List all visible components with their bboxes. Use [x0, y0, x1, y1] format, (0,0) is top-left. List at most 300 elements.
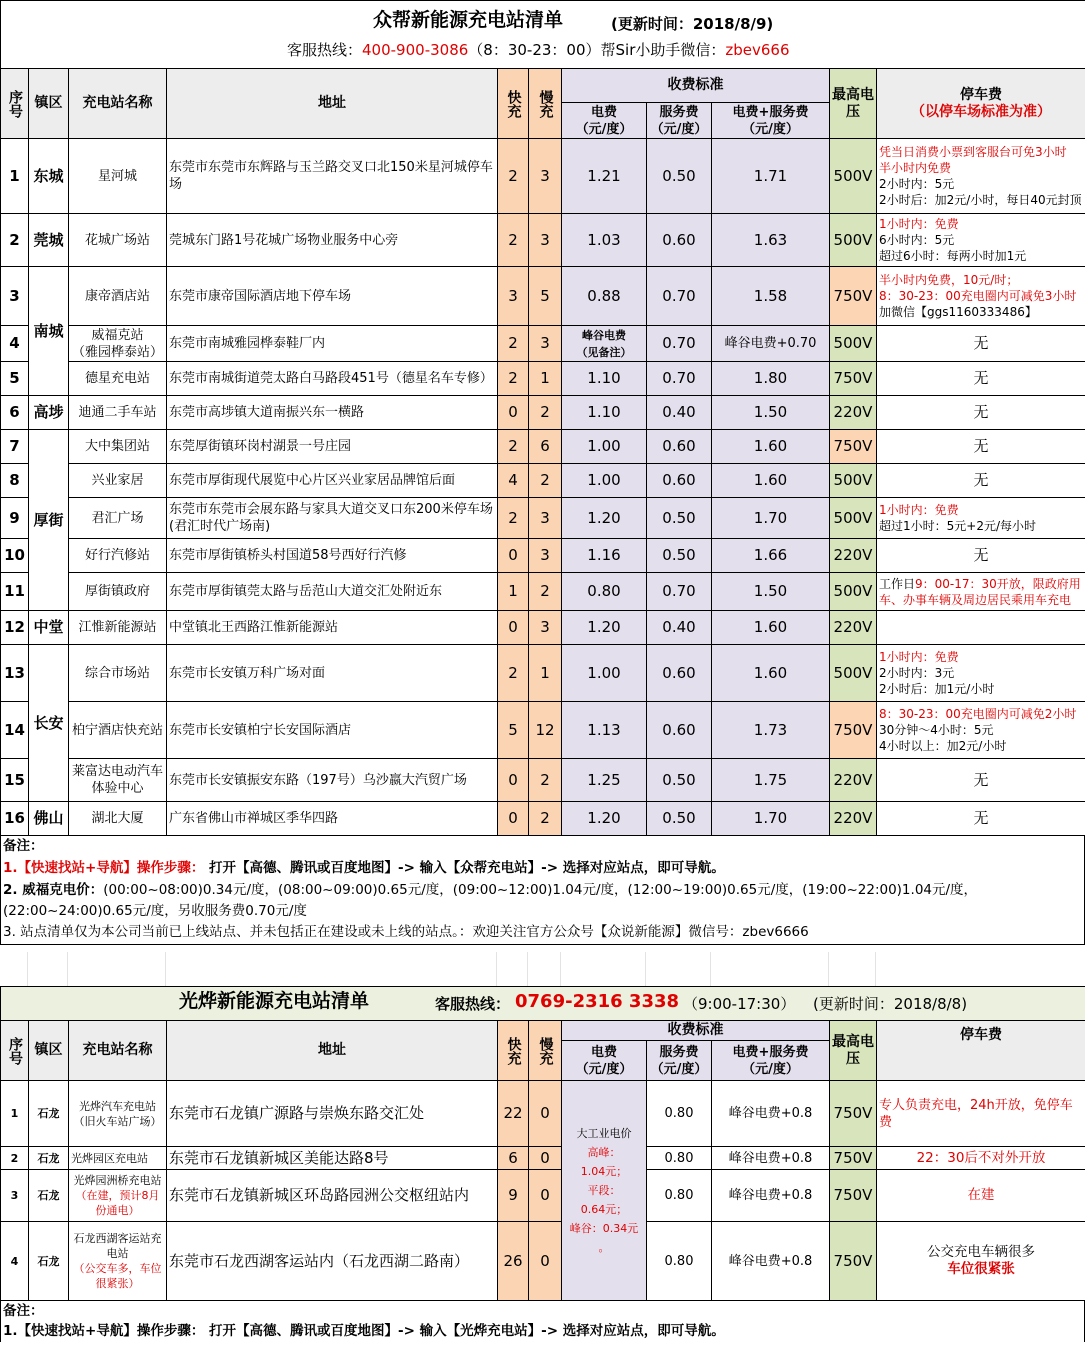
station-name-sub: 体验中心: [91, 781, 144, 796]
row-number: 13: [1, 645, 29, 702]
fast-count: 4: [498, 464, 529, 498]
table-row: [1, 573, 1085, 611]
parking-fee: [877, 267, 1085, 326]
parking-fee: [877, 702, 1085, 759]
parking-line: 22：30后不对外开放: [916, 1149, 1046, 1166]
elec-price: [562, 802, 647, 836]
parking-line: 无: [973, 334, 989, 352]
table-row: [1, 1170, 1085, 1222]
elec-price: [562, 464, 647, 498]
total-price: 1.58: [712, 267, 830, 326]
slow-count: 0: [529, 1222, 562, 1301]
total-price: 峰谷电费+0.8: [712, 1222, 830, 1301]
station-name-text: 光烨汽车充电站（旧火车站广场）: [73, 1099, 162, 1128]
header-fee: 收费标准: [562, 69, 830, 103]
hotline-label-2: 客服热线：: [435, 994, 511, 1013]
service-price: 0.40: [647, 611, 712, 645]
district-cell: 厚街: [29, 430, 69, 611]
parking-line: 8：30-23：00充电圈内可减免2小时: [879, 707, 1077, 721]
parking-fee: [877, 573, 1085, 611]
max-voltage: 220V: [830, 539, 877, 573]
fast-count: 0: [498, 759, 529, 802]
service-price: 0.80: [647, 1147, 712, 1170]
table-row: [1, 396, 1085, 430]
elec-price-note: （见备注）: [576, 345, 632, 359]
station-name: [69, 464, 167, 498]
total-price: 1.50: [712, 396, 830, 430]
max-voltage: 220V: [830, 759, 877, 802]
header-elec-unit: （元/度）: [575, 121, 633, 137]
parking-line: 4小时以上：加2元/小时: [879, 739, 1007, 753]
station-name: [69, 362, 167, 396]
parking-line: 加微信【ggs1160333486】: [879, 305, 1037, 319]
slow-count: 2: [529, 573, 562, 611]
station-name-text: 康帝酒店站: [84, 288, 150, 304]
note-2b: (22:00~24:00)0.65元/度，另收服务费0.70元/度: [1, 901, 1085, 922]
table-row: [1, 802, 1085, 836]
elec-note-line: 峰谷：0.34元: [569, 1222, 639, 1235]
parking-line: 8：30-23：00充电圈内可减免3小时: [879, 289, 1077, 303]
elec-price: [562, 396, 647, 430]
total-price: 1.66: [712, 539, 830, 573]
note-3: 3. 站点清单仅为本公司当前已上线站点、并未包括正在建设或未上线的站点。：欢迎关注官方公众号【众说新能源】微信号：zbev6666: [1, 922, 1085, 944]
parking-warning: 车位很紧张: [947, 1261, 1015, 1277]
service-price: 0.60: [647, 464, 712, 498]
table-row: [1, 759, 1085, 802]
fast-count: 2: [498, 498, 529, 539]
row-number: 6: [1, 396, 29, 430]
district-cell: 东城: [29, 139, 69, 214]
slow-count: 6: [529, 430, 562, 464]
header-no-2: 序号: [1, 1021, 29, 1081]
fast-count: 0: [498, 802, 529, 836]
station-name-text: 花城广场站: [84, 232, 150, 248]
slow-count: 3: [529, 611, 562, 645]
station-name-text: 湖北大厦: [91, 811, 144, 826]
service-price: 0.60: [647, 702, 712, 759]
hotline-number-2: 0769-2316 3338: [515, 990, 680, 1012]
service-price: 0.50: [647, 139, 712, 214]
header-address-2: 地址: [167, 1021, 498, 1081]
slow-count: 3: [529, 539, 562, 573]
parking-line: 无: [973, 770, 989, 789]
elec-price: [562, 498, 647, 539]
parking-line: 6小时内：5元: [879, 233, 955, 247]
total-price: 1.70: [712, 498, 830, 539]
station-name: [69, 1081, 167, 1147]
fast-count: 0: [498, 539, 529, 573]
parking-fee: [877, 396, 1085, 430]
max-voltage: 750V: [830, 1081, 877, 1147]
elec-price: [562, 539, 647, 573]
station-address: 东莞市南城雅园桦泰鞋厂内: [167, 326, 498, 362]
parking-line: 超过1小时：5元+2元/每小时: [879, 519, 1037, 533]
notes-label-2: 备注：: [1, 1301, 1085, 1321]
elec-price: [562, 573, 647, 611]
header-slow-2: 慢充: [529, 1021, 562, 1081]
station-name-text: 莱富达电动汽车: [71, 764, 163, 779]
fast-count: 2: [498, 139, 529, 214]
sheet-gap: [0, 952, 1085, 986]
row-number: 1: [1, 1081, 29, 1147]
station-address: 东莞市东莞市东辉路与玉兰路交叉口北150米星河城停车场: [167, 139, 498, 214]
elec-note-line: 0.64元；: [580, 1203, 628, 1216]
parking-fee: [877, 464, 1085, 498]
station-name-text: 厚街镇政府: [84, 584, 150, 599]
parking-line: 无: [973, 809, 989, 827]
update-time: (更新时间：2018/8/9): [611, 14, 774, 33]
header-total: [712, 103, 830, 139]
note-1-num: 1.: [3, 859, 18, 876]
total-price: 1.73: [712, 702, 830, 759]
parking-fee: [877, 611, 1085, 645]
total-price: 1.63: [712, 214, 830, 267]
total-price: 1.70: [712, 802, 830, 836]
service-price: 0.70: [647, 362, 712, 396]
station-name-text: 大中集团站: [84, 439, 150, 454]
total-price: 1.50: [712, 573, 830, 611]
station-name: [69, 430, 167, 464]
max-voltage: 500V: [830, 139, 877, 214]
elec-price-text: 0.88: [587, 286, 621, 305]
district-cell: 石龙: [29, 1222, 69, 1301]
row-number: 14: [1, 702, 29, 759]
district-cell: 石龙: [29, 1147, 69, 1170]
header-total-label-2: 电费+服务费: [732, 1044, 809, 1060]
elec-price-text: 1.20: [587, 618, 621, 636]
station-name-text: 江惟新能源站: [78, 620, 157, 635]
service-price: 0.80: [647, 1081, 712, 1147]
note-1-highlight: 【快速找站+导航】操作步骤：: [17, 859, 205, 876]
parking-fee: [877, 802, 1085, 836]
station-address: 东莞市康帝国际酒店地下停车场: [167, 267, 498, 326]
header-fast-2: 快充: [498, 1021, 529, 1081]
total-price: 1.71: [712, 139, 830, 214]
station-address: 中堂镇北王西路江惟新能源站: [167, 611, 498, 645]
station-address: 东莞市南城街道莞太路白马路段451号（德星名车专修）: [167, 362, 498, 396]
station-name-text: 德星充电站: [84, 371, 150, 386]
header-parking-title: 停车费: [960, 86, 1002, 103]
elec-price-text: 1.03: [587, 230, 621, 249]
note-1-text: 打开【高德、腾讯或百度地图】-> 输入【众帮充电站】-> 选择对应站点，即可导航。: [204, 859, 725, 876]
sheet-title: 众帮新能源充电站清单: [373, 8, 564, 31]
max-voltage: 500V: [830, 464, 877, 498]
header-elec-label: 电费: [590, 104, 617, 120]
station-name-text: 威福克站: [91, 327, 144, 343]
station-name: [69, 214, 167, 267]
station-address: 东莞市长安镇振安东路（197号）乌沙嬴大汽贸广场: [167, 759, 498, 802]
fast-count: 2: [498, 362, 529, 396]
total-price: 1.60: [712, 430, 830, 464]
station-name: [69, 396, 167, 430]
slow-count: 2: [529, 464, 562, 498]
parking-fee: [877, 362, 1085, 396]
max-voltage: 500V: [830, 498, 877, 539]
header-no: 序号: [1, 69, 29, 139]
zhongbang-notes: [0, 836, 1085, 945]
parking-fee: [877, 214, 1085, 267]
slow-count: 3: [529, 498, 562, 539]
station-address: 东莞市厚街镇莞太路与岳范山大道交汇处附近东: [167, 573, 498, 611]
parking-fee: [877, 645, 1085, 702]
station-name: [69, 611, 167, 645]
elec-price: [562, 267, 647, 326]
row-number: 11: [1, 573, 29, 611]
note-2: [1, 879, 1085, 901]
station-address: 东莞市东莞市会展东路与家具大道交叉口东200米停车场(君汇时代广场南): [167, 498, 498, 539]
elec-price-text: 1.16: [587, 546, 621, 564]
parking-fee: [877, 1081, 1085, 1147]
header-service: [647, 103, 712, 139]
total-price: 1.75: [712, 759, 830, 802]
header-total-2: [712, 1041, 830, 1081]
header-address: 地址: [167, 69, 498, 139]
elec-price: [562, 759, 647, 802]
elec-price: [562, 326, 647, 362]
elec-price: [562, 645, 647, 702]
station-address: 东莞市厚街现代展览中心片区兴业家居品牌馆后面: [167, 464, 498, 498]
slow-count: 3: [529, 214, 562, 267]
parking-fee: [877, 759, 1085, 802]
elec-price: [562, 611, 647, 645]
station-address: 东莞市厚街镇桥头村国道58号西好行汽修: [167, 539, 498, 573]
elec-price-text: 1.21: [587, 166, 621, 185]
row-number: 15: [1, 759, 29, 802]
max-voltage: 220V: [830, 611, 877, 645]
parking-line: 30分钟～4小时：5元: [879, 723, 994, 737]
table-row: [1, 1081, 1085, 1147]
parking-line: 无: [973, 471, 989, 489]
slow-count: 5: [529, 267, 562, 326]
table-row: [1, 702, 1085, 759]
slow-count: 3: [529, 139, 562, 214]
station-name: [69, 802, 167, 836]
slow-count: 1: [529, 645, 562, 702]
wechat-id: zbev666: [725, 40, 790, 59]
table-row: [1, 498, 1085, 539]
table-row: [1, 539, 1085, 573]
parking-hours: 9：00-17：30开放，限政府用车、办事车辆及周边居民乘用车充电: [879, 576, 1081, 607]
station-name-status: （公交车多，车位很紧张）: [73, 1262, 162, 1290]
row-number: 2: [1, 1147, 29, 1170]
station-name: [69, 326, 167, 362]
header-elec: [562, 103, 647, 139]
parking-fee: [877, 539, 1085, 573]
table-row: [1, 362, 1085, 396]
station-name: [69, 539, 167, 573]
fast-count: 0: [498, 396, 529, 430]
parking-line: 公交充电车辆很多: [927, 1244, 1035, 1260]
parking-fee: [877, 430, 1085, 464]
header-total-label: 电费+服务费: [732, 104, 809, 120]
elec-note-line: 平段：: [587, 1184, 621, 1197]
hotline-hours-2: （9:00-17:30）: [683, 994, 796, 1013]
header-voltage: 最高电压: [830, 69, 877, 139]
elec-note-line: 高峰：: [587, 1146, 621, 1159]
station-name: [69, 1147, 167, 1170]
header-service-label: 服务费: [659, 104, 699, 120]
elec-price-text: 1.00: [587, 663, 621, 682]
station-name: [69, 645, 167, 702]
district-cell: 南城: [29, 267, 69, 396]
parking-line: 2小时内：3元: [879, 666, 955, 680]
fast-count: 0: [498, 611, 529, 645]
total-price: 1.60: [712, 611, 830, 645]
table-row: [1, 267, 1085, 326]
service-price: 0.80: [647, 1222, 712, 1301]
elec-price-text: 1.20: [587, 508, 621, 527]
station-address: 东莞厚街镇环岗村湖景一号庄园: [167, 430, 498, 464]
note-1-2: 1.【快速找站+导航】操作步骤： 打开【高德、腾讯或百度地图】-> 输入【光烨充电站】-> 选择对应站点，即可导航。: [1, 1321, 1085, 1342]
slow-count: 12: [529, 702, 562, 759]
max-voltage: 220V: [830, 396, 877, 430]
note-1: [1, 857, 1085, 879]
header-service-label-2: 服务费: [659, 1044, 699, 1060]
total-price: 峰谷电费+0.8: [712, 1170, 830, 1222]
district-cell: 长安: [29, 645, 69, 802]
slow-count: 2: [529, 759, 562, 802]
elec-price-text: 0.80: [587, 582, 621, 600]
hotline-label: 客服热线：: [287, 40, 363, 59]
parking-line: 无: [973, 403, 989, 421]
table-row: [1, 645, 1085, 702]
table-row: [1, 214, 1085, 267]
fast-count: 2: [498, 645, 529, 702]
parking-line: 2小时内：5元: [879, 177, 955, 191]
elec-price: [562, 430, 647, 464]
max-voltage: 500V: [830, 214, 877, 267]
parking-line: 半小时内免费，10元/时；: [879, 273, 1019, 287]
station-address: 东莞市石龙西湖客运站内（石龙西湖二路南）: [167, 1222, 498, 1301]
fast-count: 5: [498, 702, 529, 759]
elec-price-text: 1.10: [587, 369, 621, 387]
elec-price: [562, 214, 647, 267]
station-name-text: 综合市场站: [84, 665, 150, 681]
station-address: 东莞市长安镇柏宁长安国际酒店: [167, 702, 498, 759]
station-address: 东莞市高埗镇大道南振兴东一横路: [167, 396, 498, 430]
row-number: 1: [1, 139, 29, 214]
station-name: [69, 267, 167, 326]
service-price: 0.50: [647, 498, 712, 539]
max-voltage: 500V: [830, 645, 877, 702]
parking-line: 1小时内：免费: [879, 503, 959, 517]
header-service-unit-2: （元/度）: [650, 1061, 708, 1077]
row-number: 8: [1, 464, 29, 498]
max-voltage: 750V: [830, 702, 877, 759]
station-name: [69, 702, 167, 759]
table-row: [1, 1147, 1085, 1170]
header-service-unit: （元/度）: [650, 121, 708, 137]
parking-fee: [877, 498, 1085, 539]
fast-count: 1: [498, 573, 529, 611]
parking-fee: [877, 326, 1085, 362]
parking-fee: [877, 1170, 1085, 1222]
max-voltage: 750V: [830, 430, 877, 464]
station-address: 东莞市石龙镇新城区环岛路园洲公交枢纽站内: [167, 1170, 498, 1222]
slow-count: 2: [529, 396, 562, 430]
table-row: [1, 611, 1085, 645]
parking-line: 超过6小时：每两小时加1元: [879, 249, 1027, 263]
station-address: 东莞市石龙镇广源路与崇焕东路交汇处: [167, 1081, 498, 1147]
elec-price-text: 1.00: [587, 437, 621, 455]
hotline-hours: （8：30-23：00）帮Sir小助手微信：: [468, 40, 726, 59]
guangye-notes: [0, 1301, 1085, 1342]
service-price: 0.50: [647, 802, 712, 836]
note-2-label: 2. 威福克电价：: [3, 881, 104, 898]
notes-label: 备注：: [1, 836, 1085, 857]
header-district: 镇区: [29, 69, 69, 139]
header-district-2: 镇区: [29, 1021, 69, 1081]
max-voltage: 750V: [830, 1147, 877, 1170]
max-voltage: 750V: [830, 1222, 877, 1301]
station-name-text: 石龙西湖客运站充电站: [73, 1232, 162, 1260]
header-elec-unit-2: （元/度）: [575, 1061, 633, 1077]
parking-line: 无: [973, 437, 989, 455]
station-name-text: 好行汽修站: [84, 548, 150, 563]
service-price: 0.80: [647, 1170, 712, 1222]
parking-line: 专人负责充电，24h开放，免停车费: [879, 1097, 1073, 1130]
parking-line: 2小时后：加1元/小时: [879, 682, 995, 696]
station-name-text: 君汇广场: [91, 510, 144, 526]
station-address: 广东省佛山市禅城区季华四路: [167, 802, 498, 836]
district-cell: 石龙: [29, 1081, 69, 1147]
slow-count: 0: [529, 1170, 562, 1222]
total-price: 峰谷电费+0.8: [712, 1147, 830, 1170]
station-name-sub: （雅园桦泰站）: [71, 344, 163, 360]
header-voltage-2: 最高电压: [830, 1021, 877, 1081]
header-slow: 慢充: [529, 69, 562, 139]
elec-note-line: 。: [598, 1241, 610, 1254]
service-price: 0.70: [647, 326, 712, 362]
table-row: [1, 139, 1085, 214]
service-price: 0.40: [647, 396, 712, 430]
service-price: 0.70: [647, 267, 712, 326]
parking-line: 在建: [967, 1187, 995, 1203]
update-time-2: (更新时间：2018/8/8): [813, 994, 968, 1013]
max-voltage: 500V: [830, 573, 877, 611]
parking-fee: [877, 139, 1085, 214]
service-price: 0.60: [647, 645, 712, 702]
elec-price-note: [562, 1081, 647, 1301]
service-price: 0.50: [647, 539, 712, 573]
header-elec-2: [562, 1041, 647, 1081]
guangye-table: [0, 986, 1085, 1301]
district-cell: 佛山: [29, 802, 69, 836]
fast-count: 2: [498, 326, 529, 362]
table-row: [1, 326, 1085, 362]
hotline-line: [287, 42, 790, 59]
station-name: [69, 1222, 167, 1301]
station-name-status: （在建，预计8月份通电）: [75, 1189, 160, 1217]
slow-count: 0: [529, 1081, 562, 1147]
table-row: [1, 430, 1085, 464]
station-name: [69, 759, 167, 802]
row-number: 3: [1, 1170, 29, 1222]
row-number: 7: [1, 430, 29, 464]
parking-line: 半小时内免费: [879, 161, 952, 175]
fast-count: 2: [498, 430, 529, 464]
max-voltage: 750V: [830, 362, 877, 396]
hotline-number: 400-900-3086: [362, 40, 469, 59]
max-voltage: 750V: [830, 1170, 877, 1222]
parking-line: 1小时内：免费: [879, 217, 959, 231]
fast-count: 26: [498, 1222, 529, 1301]
slow-count: 1: [529, 362, 562, 396]
header-name: 充电站名称: [69, 69, 167, 139]
fast-count: 9: [498, 1170, 529, 1222]
elec-note-line: 1.04元；: [580, 1165, 628, 1178]
station-name: [69, 1170, 167, 1222]
